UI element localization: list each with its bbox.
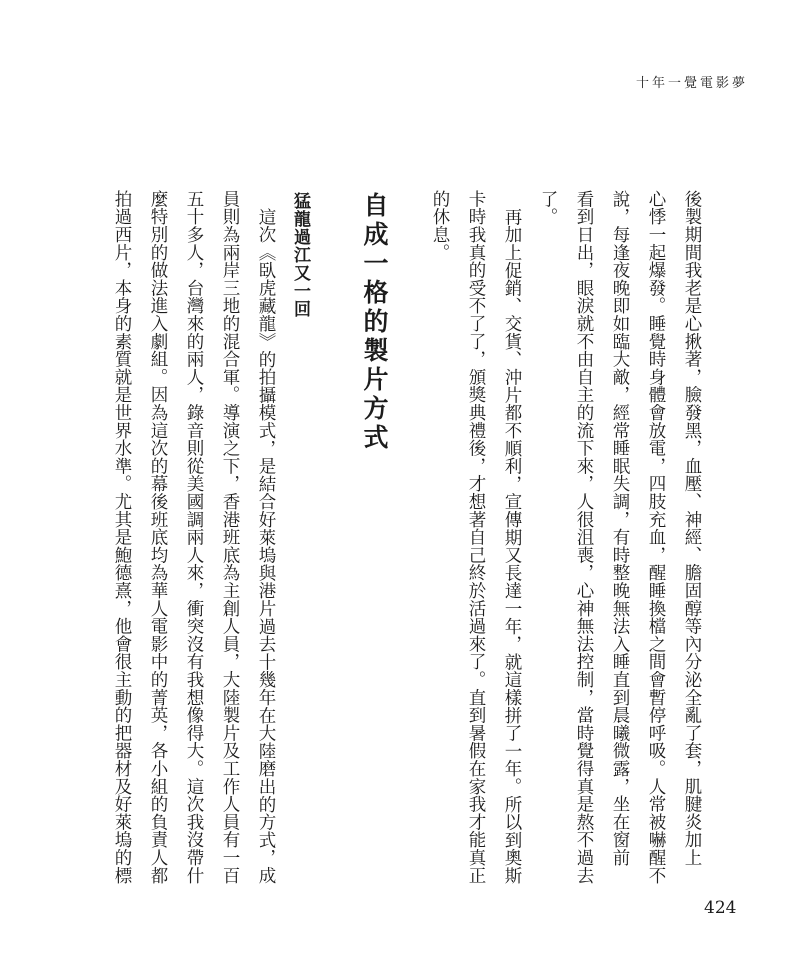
text-column: 五十多人，台灣來的兩人，錄音則從美國調兩人來，衝突沒有我想像得大。這次我沒帶什 (184, 190, 204, 885)
text-column: 再加上促銷、交貨、沖片都不順利，宣傳期又長達一年，就這樣拼了一年。所以到奧斯 (502, 208, 522, 885)
text-column: 的休息。 (430, 190, 450, 262)
running-header: 十年一覺電影夢 (635, 76, 748, 91)
text-column: 說，每逢夜晚即如臨大敵，經常睡眠失調，有時整晚無法入睡直到晨曦微露，坐在窗前 (610, 190, 630, 867)
text-column: 看到日出，眼淚就不由自主的流下來，人很沮喪，心神無法控制，當時覺得真是熬不過去 (574, 190, 594, 885)
text-column: 了。 (538, 190, 558, 226)
subsection-heading: 猛龍過江又一回 (290, 192, 310, 318)
page-number: 424 (704, 898, 737, 918)
text-column: 卡時我真的受不了了，頒獎典禮後，才想著自己終於活過來了。直到暑假在家我才能真正 (466, 190, 486, 885)
text-column: 後製期間我老是心揪著，臉發黑，血壓、神經、膽固醇等內分泌全亂了套，肌腱炎加上 (682, 190, 702, 867)
text-column: 麼特別的做法進入劇組。因為這次的幕後班底均為華人電影中的菁英，各小組的負責人都 (148, 190, 168, 885)
text-column: 這次《臥虎藏龍》的拍攝模式，是結合好萊塢與港片過去十幾年在大陸磨出的方式，成 (256, 208, 276, 885)
section-heading: 自成一格的製片方式 (360, 192, 389, 453)
text-column: 員則為兩岸三地的混合軍。導演之下，香港班底為主創人員，大陸製片及工作人員有一百 (220, 190, 240, 885)
text-column: 拍過西片，本身的素質就是世界水準。尤其是鮑德熹，他會很主動的把器材及好萊塢的標 (112, 190, 132, 885)
text-column: 心悸一起爆發。睡覺時身體會放電，四肢充血，醒睡換檔之間會暫停呼吸。人常被嚇醒不 (646, 190, 666, 885)
